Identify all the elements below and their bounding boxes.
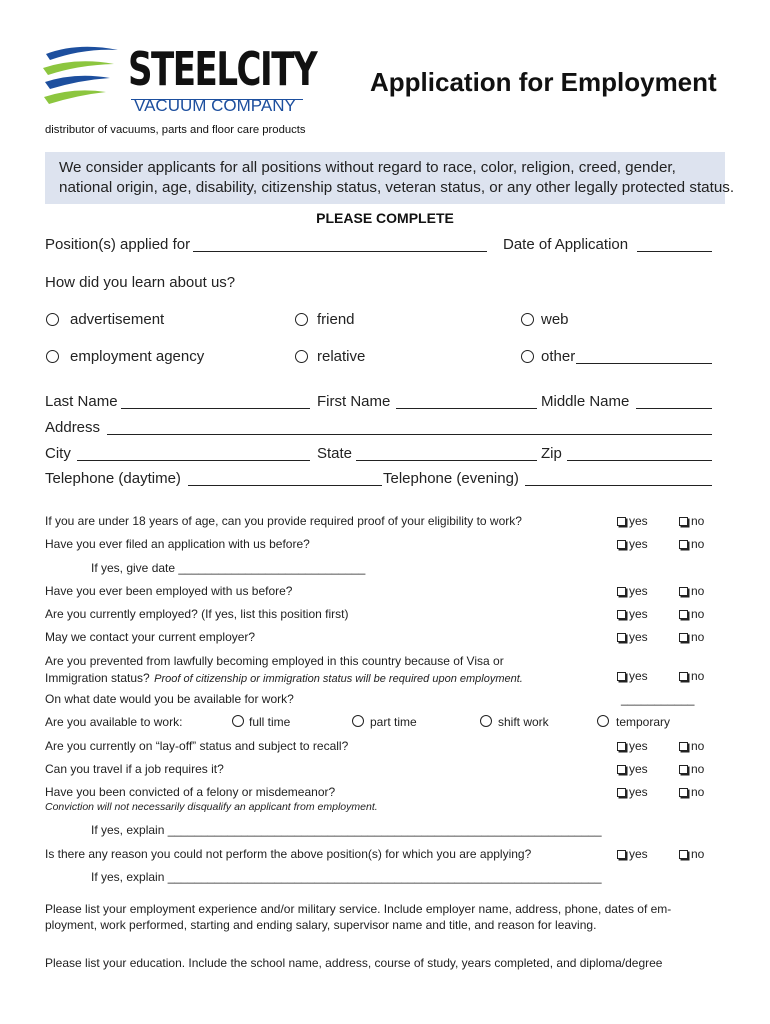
yes-checkbox[interactable]: yes: [617, 739, 648, 753]
city-field[interactable]: [77, 460, 310, 461]
yes-checkbox[interactable]: yes: [617, 669, 648, 683]
option-relative-label: relative: [317, 348, 366, 365]
telephone-daytime-label: Telephone (daytime): [45, 470, 181, 487]
yes-checkbox[interactable]: yes: [617, 607, 648, 621]
no-checkbox[interactable]: no: [679, 847, 704, 861]
checkbox-icon: [679, 788, 688, 797]
telephone-daytime-field[interactable]: [188, 485, 382, 486]
option-full-time-label: full time: [249, 715, 291, 729]
radio-shift-work[interactable]: [480, 715, 492, 727]
radio-other[interactable]: [521, 350, 534, 363]
experience-instructions: [45, 901, 720, 933]
option-temporary-label: temporary: [616, 715, 671, 729]
last-name-field[interactable]: [121, 408, 310, 409]
checkbox-icon: [617, 610, 626, 619]
company-tagline: distributor of vacuums, parts and floor care products: [45, 124, 306, 136]
page-title: Application for Employment: [370, 67, 717, 97]
checkbox-icon: [679, 633, 688, 642]
please-complete-heading: PLEASE COMPLETE: [316, 210, 454, 226]
learn-about-us-question: How did you learn about us?: [45, 274, 236, 291]
education-instructions: Please list your education. Include the school name, address, course of study, years completed, and diploma/degree: [45, 956, 663, 970]
checkbox-icon: [617, 742, 626, 751]
radio-full-time[interactable]: [232, 715, 244, 727]
checkbox-icon: [679, 672, 688, 681]
eeo-notice: [45, 152, 735, 204]
yes-checkbox[interactable]: yes: [617, 630, 648, 644]
first-name-field[interactable]: [396, 408, 537, 409]
option-advertisement-label: advertisement: [70, 311, 165, 328]
question-currently-employed: Are you currently employed? (If yes, list this position first): [45, 607, 349, 621]
experience-instructions-line-1: Please list your employment experience and/or military service. Include employer name, address, phone, dates of em-: [45, 902, 672, 916]
other-field[interactable]: [576, 363, 712, 364]
yes-checkbox[interactable]: yes: [617, 537, 648, 551]
checkbox-icon: [617, 850, 626, 859]
visa-proof-note: Proof of citizenship or immigration status will be required upon employment.: [154, 673, 523, 685]
address-field[interactable]: [107, 434, 712, 435]
option-web-label: web: [541, 311, 569, 328]
question-visa-line-1: Are you prevented from lawfully becoming employed in this country because of Visa or: [45, 654, 504, 668]
telephone-evening-label: Telephone (evening): [383, 470, 519, 487]
question-lay-off: Are you currently on “lay-off” status and subject to recall?: [45, 739, 349, 753]
no-checkbox[interactable]: no: [679, 607, 704, 621]
zip-label: Zip: [541, 445, 562, 462]
telephone-evening-field[interactable]: [525, 485, 712, 486]
question-employed-before: Have you ever been employed with us before?: [45, 584, 293, 598]
radio-part-time[interactable]: [352, 715, 364, 727]
available-date-field[interactable]: ___________: [621, 692, 695, 706]
checkbox-icon: [679, 850, 688, 859]
question-under-18: If you are under 18 years of age, can you provide required proof of your eligibility to work?: [45, 514, 522, 528]
conviction-note: Conviction will not necessarily disqualify an applicant from employment.: [45, 801, 378, 813]
yes-checkbox[interactable]: yes: [617, 762, 648, 776]
conviction-explain-field[interactable]: If yes, explain _________________________________________________________________: [91, 823, 602, 837]
checkbox-icon: [679, 765, 688, 774]
eeo-notice-line-2: national origin, age, disability, citizenship status, veteran status, or any other legally protected status.: [59, 179, 735, 196]
checkbox-icon: [679, 517, 688, 526]
experience-instructions-line-2: ployment, work performed, starting and ending salary, supervisor name and title, and reason for leaving.: [45, 918, 597, 932]
question-filed-before: Have you ever filed an application with us before?: [45, 537, 310, 551]
checkbox-icon: [617, 788, 626, 797]
radio-friend[interactable]: [295, 313, 308, 326]
option-part-time-label: part time: [370, 715, 417, 729]
option-employment-agency-label: employment agency: [70, 348, 205, 365]
no-checkbox[interactable]: no: [679, 739, 704, 753]
checkbox-icon: [617, 517, 626, 526]
question-contact-employer: May we contact your current employer?: [45, 630, 256, 644]
checkbox-icon: [679, 742, 688, 751]
question-available-to-work: Are you available to work:: [45, 715, 183, 729]
checkbox-icon: [617, 633, 626, 642]
checkbox-icon: [617, 587, 626, 596]
filed-before-date[interactable]: If yes, give date ____________________________: [91, 561, 366, 575]
option-other-label: other: [541, 348, 576, 365]
first-name-label: First Name: [317, 393, 391, 410]
perform-explain-field[interactable]: If yes, explain _________________________________________________________________: [91, 870, 602, 884]
middle-name-label: Middle Name: [541, 393, 630, 410]
date-of-application-label: Date of Application: [503, 236, 629, 253]
radio-temporary[interactable]: [597, 715, 609, 727]
company-logo-swoosh-icon: [40, 44, 126, 112]
option-friend-label: friend: [317, 311, 355, 328]
no-checkbox[interactable]: no: [679, 785, 704, 799]
no-checkbox[interactable]: no: [679, 630, 704, 644]
logo-rule: [131, 99, 303, 100]
no-checkbox[interactable]: no: [679, 514, 704, 528]
question-visa-line-2: Immigration status? Proof of citizenship or immigration status will be required upon employment.: [45, 671, 523, 685]
yes-checkbox[interactable]: yes: [617, 847, 648, 861]
option-shift-work-label: shift work: [498, 715, 549, 729]
no-checkbox[interactable]: no: [679, 584, 704, 598]
checkbox-icon: [617, 765, 626, 774]
question-convicted: Have you been convicted of a felony or misdemeanor?: [45, 785, 336, 799]
city-label: City: [45, 445, 71, 462]
last-name-label: Last Name: [45, 393, 118, 410]
state-label: State: [317, 445, 353, 462]
no-checkbox[interactable]: no: [679, 537, 704, 551]
position-label: Position(s) applied for: [45, 236, 191, 253]
zip-field[interactable]: [567, 460, 712, 461]
no-checkbox[interactable]: no: [679, 762, 704, 776]
checkbox-icon: [679, 610, 688, 619]
logo-wordmark: STEELCITY: [128, 42, 317, 96]
checkbox-icon: [617, 672, 626, 681]
radio-advertisement[interactable]: [46, 313, 59, 326]
date-of-application-field[interactable]: [637, 251, 712, 252]
position-field[interactable]: [193, 251, 487, 252]
logo-subtitle: VACUUM COMPANY: [134, 96, 296, 115]
address-label: Address: [45, 419, 101, 436]
question-travel: Can you travel if a job requires it?: [45, 762, 224, 776]
question-available-date: On what date would you be available for work?: [45, 692, 294, 706]
middle-name-field[interactable]: [636, 408, 712, 409]
checkbox-icon: [679, 587, 688, 596]
yes-checkbox[interactable]: yes: [617, 785, 648, 799]
state-field[interactable]: [356, 460, 537, 461]
radio-relative[interactable]: [295, 350, 308, 363]
checkbox-icon: [679, 540, 688, 549]
radio-web[interactable]: [521, 313, 534, 326]
no-checkbox[interactable]: no: [679, 669, 704, 683]
eeo-notice-line-1: We consider applicants for all positions without regard to race, color, religion, creed, gender,: [59, 159, 676, 176]
radio-employment-agency[interactable]: [46, 350, 59, 363]
yes-checkbox[interactable]: yes: [617, 514, 648, 528]
yes-checkbox[interactable]: yes: [617, 584, 648, 598]
question-perform-position: Is there any reason you could not perform the above position(s) for which you are applying?: [45, 847, 532, 861]
checkbox-icon: [617, 540, 626, 549]
